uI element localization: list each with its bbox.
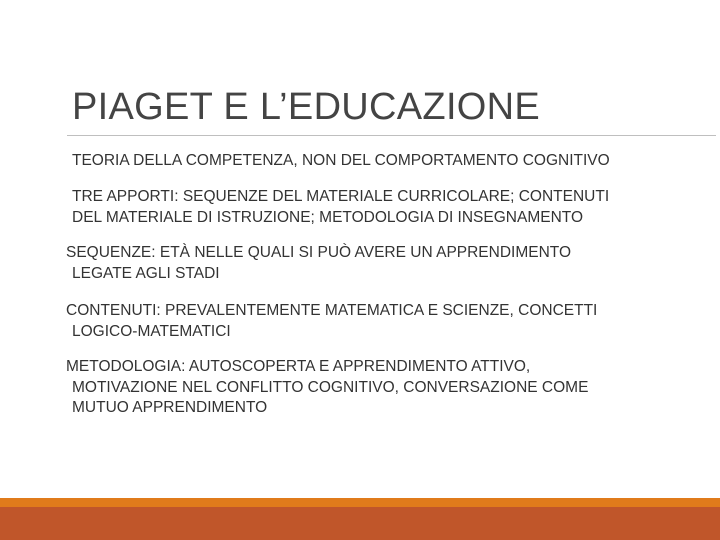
paragraph-2: [72, 187, 609, 228]
paragraph-5: [66, 357, 588, 419]
paragraph-line: DEL MATERIALE DI ISTRUZIONE; METODOLOGIA DI INSEGNAMENTO: [72, 208, 584, 226]
paragraph-line: SEQUENZE: ETÀ NELLE QUALI SI PUÒ AVERE UN APPRENDIMENTO: [66, 244, 572, 261]
slide-title: PIAGET E L’EDUCAZIONE: [72, 86, 541, 128]
paragraph-line: LEGATE AGLI STADI: [72, 264, 220, 282]
paragraph-line: TRE APPORTI: SEQUENZE DEL MATERIALE CURRICOLARE; CONTENUTI: [72, 188, 610, 205]
paragraph-3: [66, 243, 571, 284]
paragraph-line: MOTIVAZIONE NEL CONFLITTO COGNITIVO, CONVERSAZIONE COME: [72, 378, 589, 396]
paragraph-line: TEORIA DELLA COMPETENZA, NON DEL COMPORTAMENTO COGNITIVO: [72, 152, 610, 169]
footer-bar-accent: [0, 498, 720, 507]
paragraph-1: [72, 151, 610, 172]
paragraph-line: METODOLOGIA: AUTOSCOPERTA E APPRENDIMENTO ATTIVO,: [66, 358, 531, 375]
paragraph-line: CONTENUTI: PREVALENTEMENTE MATEMATICA E SCIENZE, CONCETTI: [66, 302, 598, 319]
title-divider: [67, 135, 716, 136]
paragraph-4: [66, 301, 597, 342]
footer-bar: [0, 507, 720, 540]
paragraph-line: MUTUO APPRENDIMENTO: [72, 399, 268, 416]
paragraph-line: LOGICO-MATEMATICI: [72, 322, 231, 340]
